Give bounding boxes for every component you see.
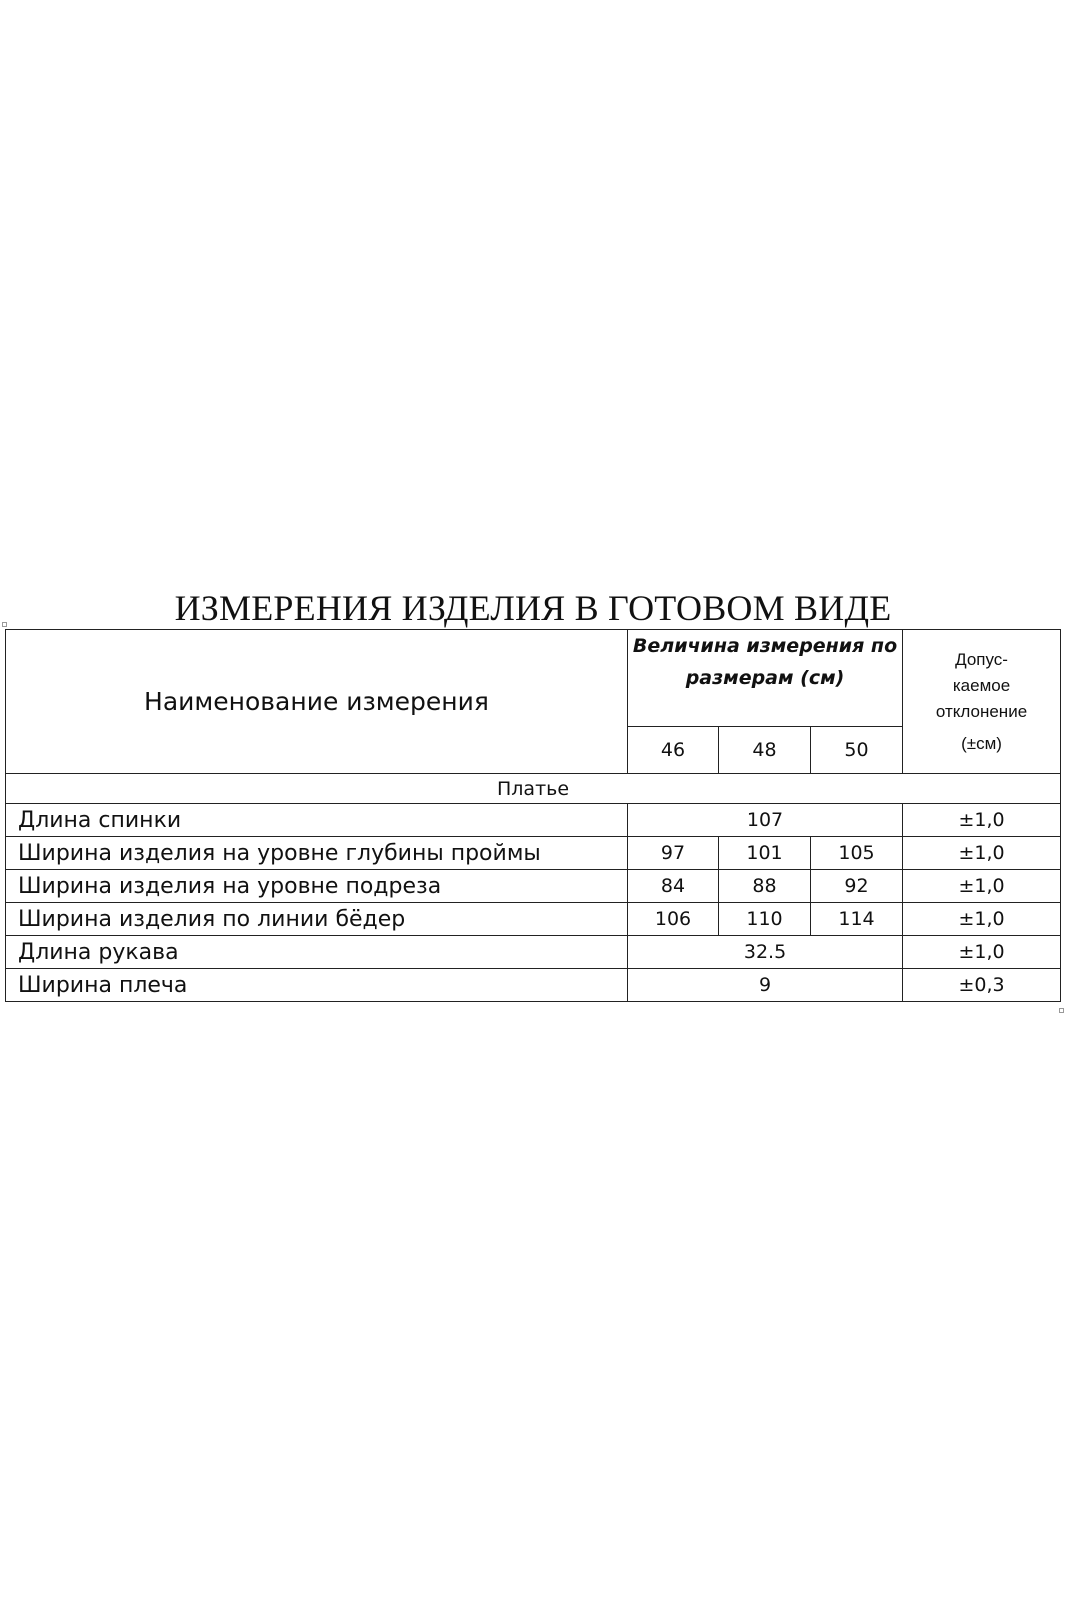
page-title: ИЗМЕРЕНИЯ ИЗДЕЛИЯ В ГОТОВОМ ВИДЕ xyxy=(174,588,892,628)
row-value: 92 xyxy=(811,870,903,903)
row-value: 88 xyxy=(719,870,811,903)
table-resize-handle[interactable] xyxy=(1059,1008,1064,1013)
row-value: 106 xyxy=(628,903,719,936)
tolerance-line: каемое xyxy=(952,675,1011,695)
row-value: 9 xyxy=(628,969,903,1002)
row-name: Ширина плеча xyxy=(6,969,628,1002)
row-value: 107 xyxy=(628,804,903,837)
tolerance-line: Допус- xyxy=(955,649,1008,669)
row-name: Длина спинки xyxy=(6,804,628,837)
table-row xyxy=(6,804,1061,837)
section-row xyxy=(6,774,1061,804)
row-tolerance: ±1,0 xyxy=(903,837,1061,870)
table-row xyxy=(6,837,1061,870)
section-label: Платье xyxy=(6,774,1061,804)
row-value: 114 xyxy=(811,903,903,936)
header-size-group-cell: Величина измерения по размерам (см) xyxy=(628,630,903,727)
row-tolerance: ±1,0 xyxy=(903,870,1061,903)
size-header-cell: 50 xyxy=(811,727,903,774)
tolerance-line: отклонение xyxy=(935,701,1028,721)
row-value: 97 xyxy=(628,837,719,870)
row-name: Ширина изделия по линии бёдер xyxy=(6,903,628,936)
row-value: 32.5 xyxy=(628,936,903,969)
table-row xyxy=(6,936,1061,969)
header-tolerance-cell xyxy=(903,630,1061,774)
row-value: 110 xyxy=(719,903,811,936)
row-tolerance: ±1,0 xyxy=(903,936,1061,969)
tolerance-line: (±см) xyxy=(961,733,1002,753)
header-name-cell: Наименование измерения xyxy=(6,630,628,774)
row-value: 84 xyxy=(628,870,719,903)
table-row xyxy=(6,969,1061,1002)
row-tolerance: ±1,0 xyxy=(903,903,1061,936)
measurements-table xyxy=(5,629,1061,1002)
row-name: Ширина изделия на уровне глубины проймы xyxy=(6,837,628,870)
row-name: Длина рукава xyxy=(6,936,628,969)
table-move-handle[interactable] xyxy=(2,622,7,627)
row-name: Ширина изделия на уровне подреза xyxy=(6,870,628,903)
row-tolerance: ±0,3 xyxy=(903,969,1061,1002)
row-value: 105 xyxy=(811,837,903,870)
size-header-cell: 46 xyxy=(628,727,719,774)
row-tolerance: ±1,0 xyxy=(903,804,1061,837)
size-header-cell: 48 xyxy=(719,727,811,774)
row-value: 101 xyxy=(719,837,811,870)
table-row xyxy=(6,903,1061,936)
table-header-row xyxy=(6,630,1061,727)
table-row xyxy=(6,870,1061,903)
